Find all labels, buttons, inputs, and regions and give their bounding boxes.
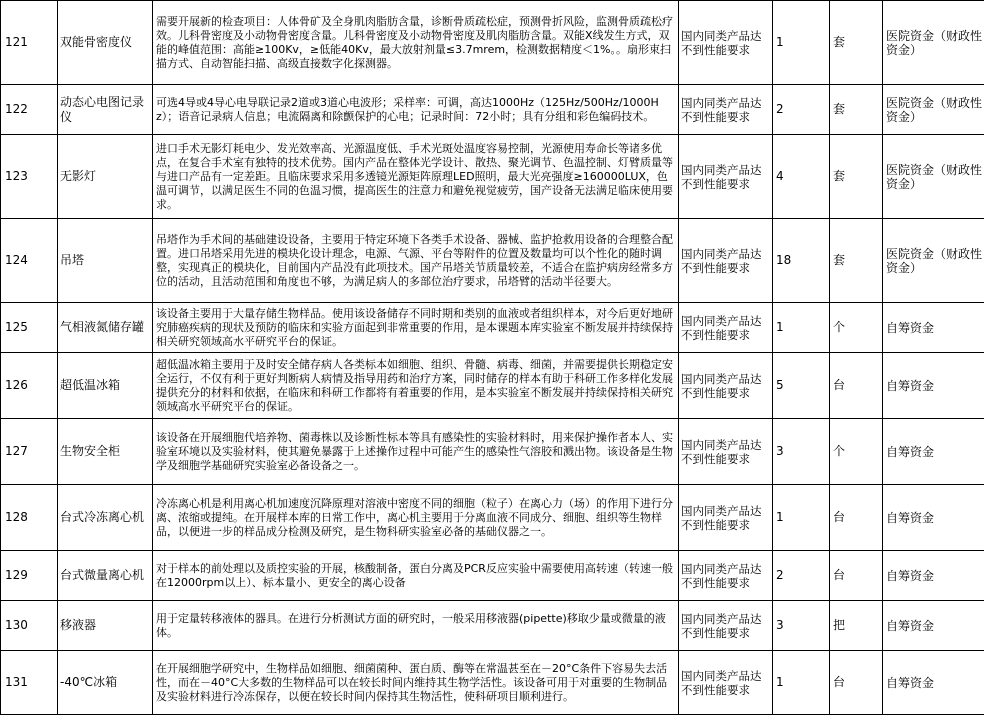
domestic-status: 国内同类产品达不到性能要求: [679, 551, 773, 601]
device-description: 用于定量转移液体的器具。在进行分析测试方面的研究时，一般采用移液器(pipette)移取少量或微量的液体。: [153, 601, 679, 651]
device-name: 移液器: [58, 601, 153, 651]
domestic-status: 国内同类产品达不到性能要求: [679, 419, 773, 485]
device-description: 可选4导或4导心电导联记录2道或3道心电波形；采样率：可调，高达1000Hz（125Hz/500Hz/1000Hz）；语音记录病人信息；电流隔离和除颤保护的心电；记录时间：72小时；具有分组和彩色编码技术。: [153, 85, 679, 135]
unit: 台: [830, 651, 883, 715]
row-number: 129: [1, 551, 58, 601]
unit: 套: [830, 85, 883, 135]
quantity: 1: [773, 651, 830, 715]
fund-source: 自筹资金: [883, 485, 984, 551]
table-row: [1, 85, 984, 135]
table-row: [1, 601, 984, 651]
fund-source: 自筹资金: [883, 601, 984, 651]
row-number: 126: [1, 353, 58, 419]
row-number: 123: [1, 135, 58, 219]
table-row: [1, 419, 984, 485]
row-number: 122: [1, 85, 58, 135]
row-number: 130: [1, 601, 58, 651]
domestic-status: 国内同类产品达不到性能要求: [679, 85, 773, 135]
unit: 套: [830, 1, 883, 85]
row-number: 125: [1, 303, 58, 353]
unit: 台: [830, 485, 883, 551]
fund-source: 自筹资金: [883, 419, 984, 485]
table-row: [1, 551, 984, 601]
domestic-status: 国内同类产品达不到性能要求: [679, 353, 773, 419]
domestic-status: 国内同类产品达不到性能要求: [679, 135, 773, 219]
device-description: 对于样本的前处理以及质控实验的开展，核酸制备，蛋白分离及PCR反应实验中需要使用高转速（转速一般在12000rpm以上）、标本量小、更安全的离心设备: [153, 551, 679, 601]
domestic-status: 国内同类产品达不到性能要求: [679, 1, 773, 85]
device-name: 超低温冰箱: [58, 353, 153, 419]
fund-source: 医院资金（财政性资金）: [883, 219, 984, 303]
device-name: 台式微量离心机: [58, 551, 153, 601]
unit: 套: [830, 219, 883, 303]
device-name: 台式冷冻离心机: [58, 485, 153, 551]
fund-source: 自筹资金: [883, 551, 984, 601]
device-name: 气相液氮储存罐: [58, 303, 153, 353]
unit: 个: [830, 303, 883, 353]
device-description: 进口手术无影灯耗电少、发光效率高、光源温度低、手术光斑处温度容易控制，光源使用寿命长等诸多优点，在复合手术室有独特的技术优势。国内产品在整体光学设计、散热、聚光调节、色温控制、灯臂质量等与进口产品有一定差距。且临床要求采用多透镜光源矩阵原理LED照明，最大光亮强度≥160000LUX，色温可调节，以满足医生不同的色温习惯，提高医生的注意力和避免视觉疲劳，国产设备无法满足临床使用要求。: [153, 135, 679, 219]
domestic-status: 国内同类产品达不到性能要求: [679, 651, 773, 715]
quantity: 3: [773, 419, 830, 485]
device-description: 在开展细胞学研究中，生物样品如细胞、细菌菌种、蛋白质、酶等在常温甚至在－20°C条件下容易失去活性，而在－40°C大多数的生物样品可以在较长时间内维持其生物学活性。该设备可用于对重要的生物制品及实验材料进行冷冻保存，以便在较长时间内保持其生物活性，使科研项目顺利进行。: [153, 651, 679, 715]
unit: 把: [830, 601, 883, 651]
domestic-status: 国内同类产品达不到性能要求: [679, 303, 773, 353]
quantity: 4: [773, 135, 830, 219]
device-name: 无影灯: [58, 135, 153, 219]
device-name: -40℃冰箱: [58, 651, 153, 715]
quantity: 1: [773, 1, 830, 85]
fund-source: 自筹资金: [883, 353, 984, 419]
fund-source: 医院资金（财政性资金）: [883, 85, 984, 135]
table-row: [1, 303, 984, 353]
row-number: 124: [1, 219, 58, 303]
device-name: 吊塔: [58, 219, 153, 303]
row-number: 121: [1, 1, 58, 85]
table-row: [1, 353, 984, 419]
table-row: [1, 219, 984, 303]
device-description: 吊塔作为手术间的基础建设设备，主要用于特定环境下各类手术设备、器械、监护抢救用设备的合理整合配置。进口吊塔采用先进的模块化设计理念，电源、气源、平台等附件的位置及数量均可以个性化的随时调整，实现真正的模块化，目前国内产品没有此项技术。国产吊塔关节质量较差，不适合在监护病房经常多方位的活动，且活动范围和角度也不够，为满足病人的多部位治疗要求，吊塔臂的活动半径要大。: [153, 219, 679, 303]
row-number: 131: [1, 651, 58, 715]
domestic-status: 国内同类产品达不到性能要求: [679, 601, 773, 651]
quantity: 2: [773, 85, 830, 135]
unit: 套: [830, 135, 883, 219]
row-number: 128: [1, 485, 58, 551]
unit: 台: [830, 551, 883, 601]
table-row: [1, 485, 984, 551]
table-row: [1, 651, 984, 715]
fund-source: 自筹资金: [883, 303, 984, 353]
quantity: 5: [773, 353, 830, 419]
device-name: 动态心电图记录仪: [58, 85, 153, 135]
quantity: 1: [773, 485, 830, 551]
device-description: 冷冻离心机是利用离心机加速度沉降原理对溶液中密度不同的细胞（粒子）在离心力（场）的作用下进行分离、浓缩或提纯。在开展样本库的日常工作中，离心机主要用于分离血液不同成分、细胞、组织等生物样品，以便进一步的样品成分检测及研究，是生物科研实验室必备的基础仪器之一。: [153, 485, 679, 551]
fund-source: 自筹资金: [883, 651, 984, 715]
table-row: [1, 1, 984, 85]
device-description: 需要开展新的检查项目：人体骨矿及全身肌肉脂肪含量，诊断骨质疏松症，预测骨折风险，监测骨质疏松疗效。儿科骨密度及小动物骨密度含量。儿科骨密度及小动物骨密度及肌肉脂肪含量。双能X线发生方式，双能的峰值范围：高能≥100Kv，≥低能40Kv，最大放射剂量≤3.7mrem，检测数据精度＜1%。。扇形束扫描方式、自动智能扫描、高级直接数字化探测器。: [153, 1, 679, 85]
device-name: 生物安全柜: [58, 419, 153, 485]
fund-source: 医院资金（财政性资金）: [883, 1, 984, 85]
table-row: [1, 135, 984, 219]
quantity: 18: [773, 219, 830, 303]
domestic-status: 国内同类产品达不到性能要求: [679, 219, 773, 303]
quantity: 3: [773, 601, 830, 651]
device-name: 双能骨密度仪: [58, 1, 153, 85]
fund-source: 医院资金（财政性资金）: [883, 135, 984, 219]
unit: 台: [830, 353, 883, 419]
quantity: 2: [773, 551, 830, 601]
unit: 个: [830, 419, 883, 485]
device-description: 该设备主要用于大量存储生物样品。使用该设备储存不同时期和类别的血液或者组织样本，对今后更好地研究肺癌疾病的现状及预防的临床和实验方面起到非常重要的作用，是本课题本库实验室不断发展并持续保持相关研究领域高水平研究平台的保证。: [153, 303, 679, 353]
domestic-status: 国内同类产品达不到性能要求: [679, 485, 773, 551]
quantity: 1: [773, 303, 830, 353]
device-description: 该设备在开展细胞代培养物、菌毒株以及诊断性标本等具有感染性的实验材料时，用来保护操作者本人、实验室环境以及实验材料，使其避免暴露于上述操作过程中可能产生的感染性气溶胶和溅出物。该设备是生物学及细胞学基础研究实验室必备设备之一。: [153, 419, 679, 485]
device-description: 超低温冰箱主要用于及时安全储存病人各类标本如细胞、组织、骨髓、病毒、细菌，并需要提供长期稳定安全运行，不仅有利于更好判断病人病情及指导用药和治疗方案，同时储存的样本有助于科研工作多样化发展提供充分的材料和依据，在临床和科研工作都将有着重要的作用，是本实验室不断发展并持续保持相关研究领域高水平研究平台的保证。: [153, 353, 679, 419]
row-number: 127: [1, 419, 58, 485]
